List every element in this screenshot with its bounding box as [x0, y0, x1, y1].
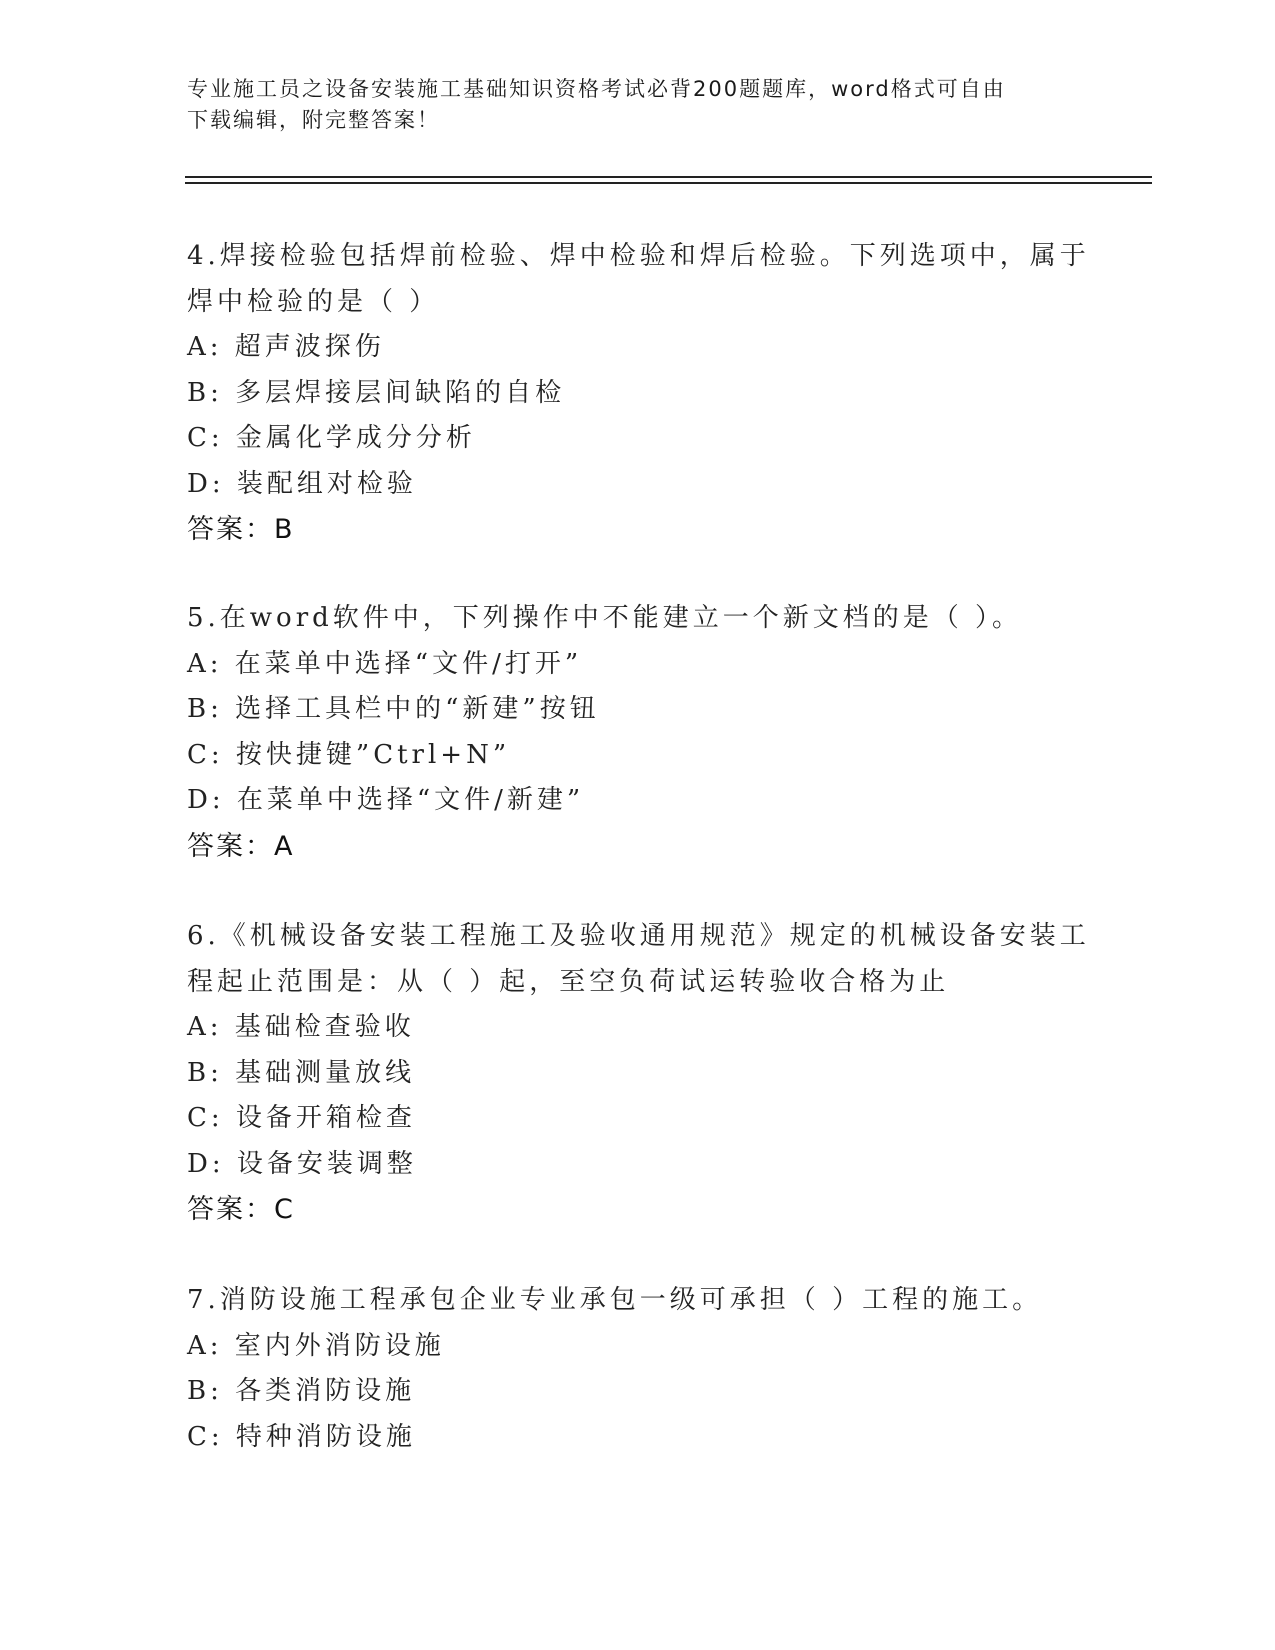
option-b: B: 基础测量放线: [187, 1057, 416, 1088]
option-d: D: 在菜单中选择“文件/新建”: [187, 785, 585, 815]
question-6: [187, 914, 1090, 1233]
option-d: D: 装配组对检验: [187, 468, 417, 499]
question-stem: 5.在word软件中，下列操作中不能建立一个新文档的是（ ）。: [187, 603, 1023, 633]
option-b: B: 选择工具栏中的“新建”按钮: [187, 694, 600, 724]
question-stem: 4.焊接检验包括焊前检验、焊中检验和焊后检验。下列选项中，属于: [187, 241, 1090, 271]
header-divider-top: [185, 176, 1152, 178]
header-divider-bottom: [185, 182, 1152, 184]
header-line-2: 下载编辑，附完整答案！: [187, 108, 440, 132]
option-a: A: 在菜单中选择“文件/打开”: [187, 648, 583, 679]
question-stem: 程起止范围是：从（ ）起，至空负荷试运转验收合格为止: [187, 966, 950, 997]
option-d: D: 设备安装调整: [187, 1148, 417, 1179]
header-line-1: 专业施工员之设备安装施工基础知识资格考试必背200题题库，word格式可自由: [187, 77, 1006, 101]
option-a: A: 超声波探伤: [187, 332, 385, 362]
option-c: C: 金属化学成分分析: [187, 423, 476, 453]
answer-label: 答案：B: [187, 514, 295, 545]
option-c: C: 特种消防设施: [187, 1421, 416, 1452]
question-5: [187, 596, 1087, 869]
answer-label: 答案：A: [187, 830, 295, 862]
option-a: A: 室内外消防设施: [187, 1330, 445, 1361]
option-c: C: 设备开箱检查: [187, 1103, 416, 1133]
document-header: [187, 74, 1067, 136]
question-7: [187, 1278, 1087, 1460]
question-stem: 焊中检验的是（ ）: [187, 286, 440, 317]
question-stem: 6.《机械设备安装工程施工及验收通用规范》规定的机械设备安装工: [187, 921, 1090, 951]
option-b: B: 多层焊接层间缺陷的自检: [187, 377, 566, 408]
option-c: C: 按快捷键”Ctrl+N”: [187, 739, 511, 770]
option-a: A: 基础检查验收: [187, 1012, 415, 1042]
option-b: B: 各类消防设施: [187, 1376, 416, 1406]
answer-label: 答案：C: [187, 1194, 295, 1225]
question-stem: 7.消防设施工程承包企业专业承包一级可承担（ ）工程的施工。: [187, 1285, 1043, 1315]
question-4: [187, 234, 1090, 553]
